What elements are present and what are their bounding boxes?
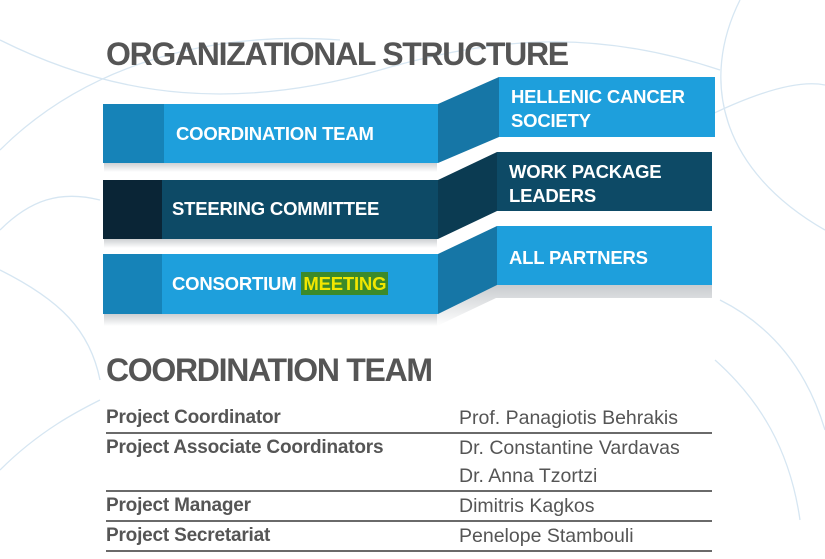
coordination-connector: [438, 77, 499, 163]
steering-committee-tab: [103, 180, 162, 239]
person-cell: Dimitris Kagkos: [459, 491, 712, 521]
all-partners-label: ALL PARTNERS: [509, 247, 648, 268]
table-row: [106, 491, 712, 521]
wp-label-line2: LEADERS: [509, 185, 596, 206]
table-row: [106, 462, 712, 491]
hellenic-label-line2: SOCIETY: [511, 110, 591, 131]
role-cell: Project Coordinator: [106, 404, 459, 433]
role-cell: Project Secretariat: [106, 521, 459, 551]
consortium-label-text: CONSORTIUM: [172, 273, 297, 294]
hellenic-cancer-society-label: [511, 85, 685, 133]
person-cell: Penelope Stambouli: [459, 521, 712, 551]
structure-heading: ORGANIZATIONAL STRUCTURE: [106, 36, 568, 72]
coordination-team-tab: [103, 104, 164, 163]
role-cell: Project Manager: [106, 491, 459, 521]
steering-committee-label: STEERING COMMITTEE: [172, 198, 380, 219]
wp-label-line1: WORK PACKAGE: [509, 161, 662, 182]
table-row: [106, 521, 712, 551]
consortium-meeting-label: [172, 272, 388, 296]
work-package-leaders-label: [509, 160, 661, 208]
hellenic-label-line1: HELLENIC CANCER: [511, 86, 685, 107]
person-cell: Prof. Panagiotis Behrakis: [459, 404, 712, 433]
team-heading: COORDINATION TEAM: [106, 352, 432, 388]
steering-connector: [438, 152, 497, 239]
coordination-team-label: COORDINATION TEAM: [176, 123, 374, 144]
consortium-meeting-tab: [103, 254, 162, 314]
table-row: [106, 404, 712, 433]
role-cell-empty: [106, 462, 459, 491]
role-cell: Project Associate Coordinators: [106, 437, 384, 458]
person-cell: Dr. Constantine Vardavas: [459, 437, 680, 459]
meeting-highlight: MEETING: [303, 273, 387, 294]
table-row: [106, 433, 712, 462]
coordination-team-table: [106, 404, 712, 552]
person-cell: Dr. Anna Tzortzi: [459, 462, 712, 491]
